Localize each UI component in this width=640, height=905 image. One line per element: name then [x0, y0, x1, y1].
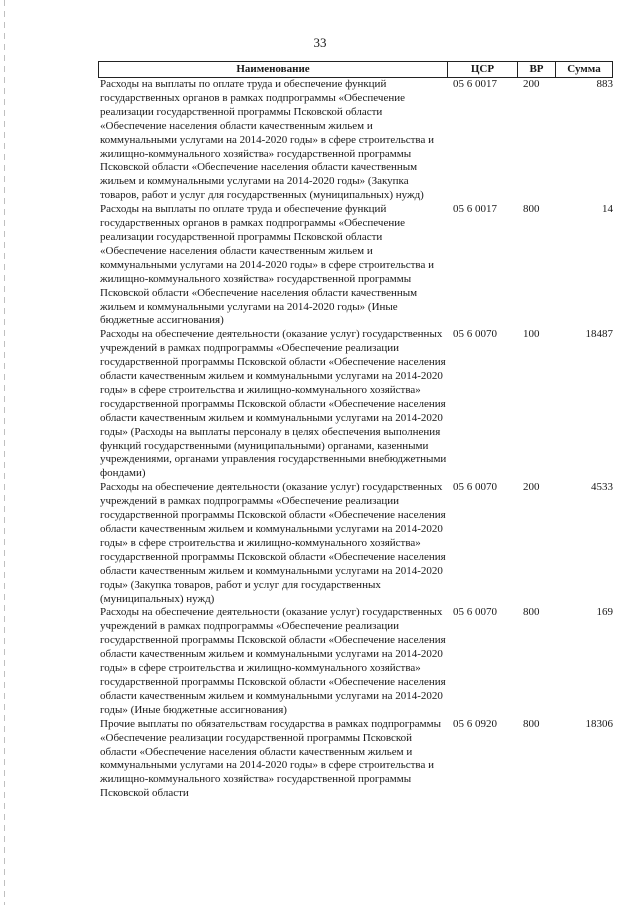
row-name: Расходы на выплаты по оплате труда и обеспечение функций государственных органов в рамках подпрограммы «Обеспечение реализации государственной программы Псковской области «Обеспечение населения области качественным жильем и коммунальными услугами на 2014-2020 годы» в сфере строительства и жилищно-коммунального хозяйства» государственной программы Псковской области «Обеспечение населения области качественным жильем и коммунальными услугами на 2014-2020 годы» (Закупка товаров, работ и услуг для государственных (муниципальных) нужд): [100, 78, 434, 202]
header-sum: Сумма: [555, 62, 613, 77]
budget-table: [98, 61, 613, 801]
row-sum: 18306: [585, 717, 613, 730]
header-name: Наименование: [98, 62, 447, 77]
row-name: Прочие выплаты по обязательствам государства в рамках подпрограммы «Обеспечение реализации государственной программы Псковской области «Обеспечение населения области качественным жильем и коммунальными услугами на 2014-2020 годы» в сфере строительства и жилищно-коммунального хозяйства» государственной программы Псковской области: [100, 717, 441, 800]
row-vr: 800: [523, 717, 540, 730]
row-csr: 05 6 0017: [453, 78, 497, 90]
table-row: [98, 718, 613, 801]
table-row: [98, 78, 613, 203]
table-row: [98, 328, 613, 481]
row-name: Расходы на выплаты по оплате труда и обеспечение функций государственных органов в рамках подпрограммы «Обеспечение реализации государственной программы Псковской области «Обеспечение населения области качественным жильем и коммунальными услугами на 2014-2020 годы» в сфере строительства и жилищно-коммунального хозяйства» государственной программы Псковской области «Обеспечение населения области качественным жильем и коммунальными услугами на 2014-2020 годы» (Иные бюджетные ассигнования): [100, 203, 434, 327]
row-sum: 18487: [585, 328, 613, 341]
table-row: [98, 606, 613, 717]
row-csr: 05 6 0070: [453, 606, 497, 619]
row-name: Расходы на обеспечение деятельности (оказание услуг) государственных учреждений в рамках подпрограммы «Обеспечение реализации государственной программы Псковской области «Обеспечение населения области качественным жильем и коммунальными услугами на 2014-2020 годы» в сфере строительства и жилищно-коммунального хозяйства» государственной программы Псковской области «Обеспечение населения области качественным жильем и коммунальными услугами на 2014-2020 годы» (Расходы на выплаты персоналу в целях обеспечения выполнения функций государственными (муниципальными) органами, казенными учреждениями, органами управления государственными внебюджетными фондами): [100, 328, 447, 480]
header-vr: ВР: [517, 62, 555, 77]
row-name: Расходы на обеспечение деятельности (оказание услуг) государственных учреждений в рамках подпрограммы «Обеспечение реализации государственной программы Псковской области «Обеспечение населения области качественным жильем и коммунальными услугами на 2014-2020 годы» в сфере строительства и жилищно-коммунального хозяйства» государственной программы Псковской области «Обеспечение населения области качественным жильем и коммунальными услугами на 2014-2020 годы» (Закупка товаров, работ и услуг для государственных (муниципальных) нужд): [100, 481, 446, 605]
table-header: [98, 62, 613, 78]
row-sum: 4533: [591, 481, 613, 494]
row-csr: 05 6 0070: [453, 481, 497, 494]
row-vr: 200: [523, 78, 540, 90]
row-vr: 800: [523, 203, 540, 216]
header-csr: ЦСР: [447, 62, 517, 77]
row-csr: 05 6 0017: [453, 203, 497, 216]
row-vr: 200: [523, 481, 540, 494]
row-csr: 05 6 0920: [453, 717, 497, 730]
row-sum: 14: [602, 203, 613, 216]
row-vr: 800: [523, 606, 540, 619]
table-row: [98, 481, 613, 606]
row-name: Расходы на обеспечение деятельности (оказание услуг) государственных учреждений в рамках подпрограммы «Обеспечение реализации государственной программы Псковской области «Обеспечение населения области качественным жильем и коммунальными услугами на 2014-2020 годы» в сфере строительства и жилищно-коммунального хозяйства» государственной программы Псковской области «Обеспечение населения области качественным жильем и коммунальными услугами на 2014-2020 годы» (Иные бюджетные ассигнования): [100, 606, 446, 716]
scan-edge: [4, 0, 5, 905]
page-number: 33: [313, 35, 327, 50]
row-sum: 169: [596, 606, 613, 619]
row-csr: 05 6 0070: [453, 328, 497, 341]
table-row: [98, 203, 613, 328]
row-vr: 100: [523, 328, 540, 341]
row-sum: 883: [596, 78, 613, 90]
